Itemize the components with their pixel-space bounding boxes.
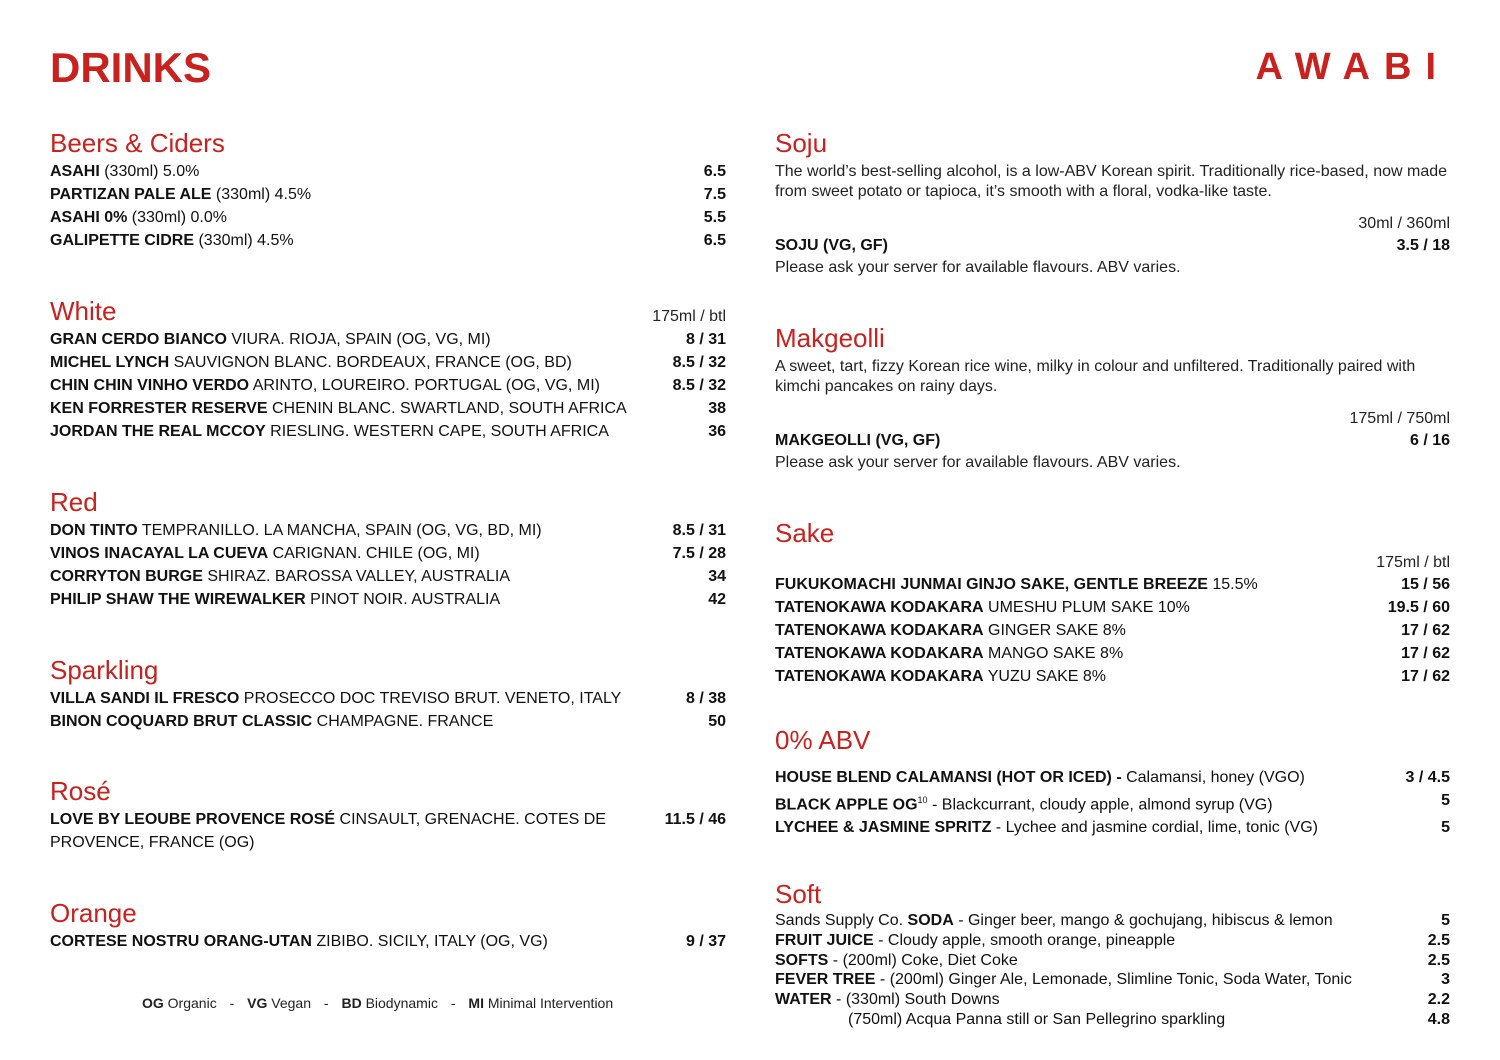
item-price: 6.5 bbox=[703, 232, 726, 249]
item-name: VILLA SANDI IL FRESCO bbox=[50, 690, 240, 707]
section-zero-abv bbox=[775, 723, 1450, 839]
item-name: MICHEL LYNCH bbox=[50, 354, 170, 371]
item-name: GALIPETTE CIDRE bbox=[50, 232, 195, 249]
menu-item bbox=[775, 766, 1450, 789]
item-price: 5 bbox=[1441, 912, 1450, 929]
menu-item bbox=[775, 951, 1450, 971]
legend-og: OG bbox=[142, 995, 164, 1011]
menu-item bbox=[775, 619, 1450, 642]
item-price: 50 bbox=[708, 713, 726, 730]
item-description: PINOT NOIR. AUSTRALIA bbox=[305, 591, 501, 608]
item-price: 38 bbox=[708, 400, 726, 417]
section-rose bbox=[50, 774, 726, 854]
menu-item bbox=[775, 970, 1450, 990]
item-description: CHENIN BLANC. SWARTLAND, SOUTH AFRICA bbox=[267, 400, 627, 417]
item-name: PARTIZAN PALE ALE bbox=[50, 186, 212, 203]
item-description: (750ml) Acqua Panna still or San Pellegrino sparkling bbox=[848, 1010, 1226, 1028]
item-price: 11.5 / 46 bbox=[664, 811, 726, 828]
item-description: - (200ml) Ginger Ale, Lemonade, Slimline Tonic, Soda Water, Tonic bbox=[875, 971, 1352, 989]
menu-item bbox=[50, 542, 726, 565]
section-red bbox=[50, 485, 726, 611]
item-description: - Ginger beer, mango & gochujang, hibiscus & lemon bbox=[953, 912, 1333, 929]
item-description: GINGER SAKE 8% bbox=[983, 622, 1126, 639]
item-name: CHIN CHIN VINHO VERDO bbox=[50, 377, 250, 394]
section-title: 0% ABV bbox=[775, 725, 871, 755]
item-description: ZIBIBO. SICILY, ITALY (OG, VG) bbox=[311, 933, 548, 950]
legend-mi: MI bbox=[468, 995, 484, 1011]
item-name: SODA bbox=[907, 912, 954, 929]
section-soju bbox=[775, 126, 1450, 279]
item-name: SOJU (VG, GF) bbox=[775, 237, 888, 254]
item-price: 17 / 62 bbox=[1401, 645, 1450, 662]
menu-item bbox=[50, 687, 726, 710]
section-sake bbox=[775, 516, 1450, 688]
item-price: 8.5 / 32 bbox=[672, 354, 726, 371]
item-name: PHILIP SHAW THE WIREWALKER bbox=[50, 591, 306, 608]
item-name: TATENOKAWA KODAKARA bbox=[775, 645, 984, 662]
item-name: BLACK APPLE OG bbox=[775, 796, 918, 814]
item-price: 8.5 / 32 bbox=[672, 377, 726, 394]
menu-item bbox=[50, 420, 726, 443]
section-title: Rosé bbox=[50, 776, 111, 806]
section-title: Soju bbox=[775, 128, 828, 158]
item-description: (330ml) 4.5% bbox=[211, 186, 312, 203]
item-price: 3 / 4.5 bbox=[1405, 769, 1450, 786]
item-description: - Lychee and jasmine cordial, lime, tonic (VG) bbox=[991, 819, 1318, 837]
section-title: Sake bbox=[775, 518, 835, 548]
menu-item bbox=[775, 234, 1450, 257]
item-price: 7.5 / 28 bbox=[672, 545, 726, 562]
item-description: CARIGNAN. CHILE (OG, MI) bbox=[268, 545, 480, 562]
item-description: (330ml) 0.0% bbox=[127, 209, 227, 226]
item-price: 6 / 16 bbox=[1409, 432, 1450, 449]
serving-size: 175ml / btl bbox=[652, 308, 726, 325]
item-description: (330ml) 5.0% bbox=[99, 163, 200, 180]
menu-item bbox=[50, 351, 726, 374]
item-brand: Sands Supply Co. bbox=[775, 912, 908, 929]
item-price: 2.5 bbox=[1427, 931, 1450, 949]
item-description: PROSECCO DOC TREVISO BRUT. VENETO, ITALY bbox=[239, 690, 622, 707]
item-price: 17 / 62 bbox=[1401, 668, 1450, 685]
item-name: TATENOKAWA KODAKARA bbox=[775, 599, 984, 616]
item-name: JORDAN THE REAL MCCOY bbox=[50, 423, 266, 440]
menu-item bbox=[50, 565, 726, 588]
item-description: YUZU SAKE 8% bbox=[983, 668, 1106, 685]
menu-item bbox=[50, 160, 726, 183]
item-description: SHIRAZ. BAROSSA VALLEY, AUSTRALIA bbox=[202, 568, 510, 585]
item-name: ASAHI 0% bbox=[50, 209, 128, 226]
item-description: ARINTO, LOUREIRO. PORTUGAL (OG, VG, MI) bbox=[249, 377, 600, 394]
section-note: Please ask your server for available flavours. ABV varies. bbox=[775, 259, 1181, 276]
item-price: 19.5 / 60 bbox=[1387, 599, 1450, 616]
item-price: 15 / 56 bbox=[1401, 576, 1450, 593]
menu-item bbox=[50, 374, 726, 397]
menu-item bbox=[50, 183, 726, 206]
item-name: GRAN CERDO BIANCO bbox=[50, 331, 227, 348]
item-name: BINON COQUARD BRUT CLASSIC bbox=[50, 713, 313, 730]
legend-bd: BD bbox=[341, 995, 362, 1011]
serving-size: 175ml / btl bbox=[1376, 554, 1450, 571]
menu-item bbox=[50, 588, 726, 611]
item-description: - Cloudy apple, smooth orange, pineapple bbox=[873, 931, 1176, 949]
legend: OG Organic - VG Vegan - BD Biodynamic - MI Minimal Intervention bbox=[142, 995, 614, 1011]
section-beers-ciders bbox=[50, 126, 726, 252]
section-soft bbox=[775, 877, 1450, 1030]
section-sparkling bbox=[50, 653, 726, 733]
item-name: CORRYTON BURGE bbox=[50, 568, 203, 585]
section-title: Beers & Ciders bbox=[50, 128, 225, 158]
item-name: LYCHEE & JASMINE SPRITZ bbox=[775, 819, 992, 837]
section-title: White bbox=[50, 296, 117, 326]
page-title: DRINKS bbox=[50, 44, 212, 91]
item-price: 3.5 / 18 bbox=[1396, 237, 1450, 254]
item-superscript: 10 bbox=[917, 795, 928, 805]
menu-item bbox=[775, 429, 1450, 452]
item-price: 2.5 bbox=[1427, 951, 1450, 969]
menu-item bbox=[50, 397, 726, 420]
item-price: 8 / 31 bbox=[685, 331, 726, 348]
item-description: CHAMPAGNE. FRANCE bbox=[312, 713, 494, 730]
menu-item bbox=[775, 573, 1450, 596]
item-name: LOVE BY LEOUBE PROVENCE ROSÉ bbox=[50, 811, 336, 828]
menu-item bbox=[775, 642, 1450, 665]
item-description: TEMPRANILLO. LA MANCHA, SPAIN (OG, VG, BD, MI) bbox=[137, 522, 542, 539]
item-name: WATER bbox=[775, 991, 832, 1009]
item-name: ASAHI bbox=[50, 163, 100, 180]
item-description: MANGO SAKE 8% bbox=[983, 645, 1124, 662]
item-price: 2.2 bbox=[1427, 991, 1450, 1009]
item-price: 5 bbox=[1441, 819, 1450, 837]
item-description: (330ml) 4.5% bbox=[194, 232, 294, 249]
item-name: KEN FORRESTER RESERVE bbox=[50, 400, 268, 417]
item-name: HOUSE BLEND CALAMANSI (HOT OR ICED) - bbox=[775, 769, 1122, 786]
item-price: 3 bbox=[1441, 971, 1450, 989]
item-name: VINOS INACAYAL LA CUEVA bbox=[50, 545, 269, 562]
section-title: Orange bbox=[50, 898, 137, 928]
menu-item bbox=[775, 1010, 1450, 1030]
menu-item bbox=[50, 328, 726, 351]
item-description: 15.5% bbox=[1207, 576, 1258, 593]
item-price: 5 bbox=[1441, 792, 1450, 809]
serving-size: 175ml / 750ml bbox=[1349, 410, 1450, 427]
item-name: TATENOKAWA KODAKARA bbox=[775, 668, 984, 685]
item-description: SAUVIGNON BLANC. BORDEAUX, FRANCE (OG, BD) bbox=[169, 354, 572, 371]
item-description: - (200ml) Coke, Diet Coke bbox=[828, 951, 1018, 969]
menu-item bbox=[50, 930, 726, 953]
item-description: - (330ml) South Downs bbox=[831, 991, 1000, 1009]
item-price: 8.5 / 31 bbox=[672, 522, 726, 539]
brand-logo: AWABI bbox=[1255, 46, 1450, 88]
section-title: Red bbox=[50, 487, 98, 517]
item-description: UMESHU PLUM SAKE 10% bbox=[983, 599, 1190, 616]
legend-vg: VG bbox=[247, 995, 268, 1011]
section-title: Soft bbox=[775, 879, 822, 909]
menu-item bbox=[50, 519, 726, 542]
item-price: 42 bbox=[708, 591, 726, 608]
section-title: Sparkling bbox=[50, 655, 159, 685]
section-note: Please ask your server for available flavours. ABV varies. bbox=[775, 454, 1181, 471]
section-description: The world’s best-selling alcohol, is a low-ABV Korean spirit. Traditionally rice-based, now made from sweet potato or tapioca, it’s smooth with a floral, vodka-like taste. bbox=[775, 163, 1448, 200]
item-name: SOFTS bbox=[775, 951, 829, 969]
section-orange bbox=[50, 896, 726, 953]
menu-item bbox=[775, 990, 1450, 1010]
section-description: A sweet, tart, fizzy Korean rice wine, milky in colour and unfiltered. Traditionally paired with kimchi pancakes on rainy days. bbox=[775, 358, 1416, 395]
item-price: 34 bbox=[708, 568, 726, 585]
item-description: Calamansi, honey (VGO) bbox=[1121, 769, 1305, 786]
item-description: - Blackcurrant, cloudy apple, almond syrup (VG) bbox=[927, 796, 1273, 814]
menu-item bbox=[775, 789, 1450, 816]
item-name: FEVER TREE bbox=[775, 971, 876, 989]
menu-item bbox=[50, 808, 726, 854]
item-name: DON TINTO bbox=[50, 522, 138, 539]
item-name: CORTESE NOSTRU ORANG-UTAN bbox=[50, 933, 312, 950]
serving-size: 30ml / 360ml bbox=[1358, 215, 1450, 232]
menu-item bbox=[50, 229, 726, 252]
menu-item bbox=[775, 596, 1450, 619]
menu-item bbox=[775, 931, 1450, 951]
item-price: 8 / 38 bbox=[685, 690, 726, 707]
item-name: TATENOKAWA KODAKARA bbox=[775, 622, 984, 639]
item-price: 5.5 bbox=[703, 209, 726, 226]
item-price: 4.8 bbox=[1427, 1010, 1450, 1028]
item-name: MAKGEOLLI (VG, GF) bbox=[775, 432, 941, 449]
menu-item bbox=[50, 206, 726, 229]
item-price: 17 / 62 bbox=[1401, 622, 1450, 639]
section-makgeolli bbox=[775, 321, 1450, 474]
menu-item bbox=[775, 816, 1450, 839]
menu-item bbox=[50, 710, 726, 733]
item-description: CINSAULT, GRENACHE. COTES DE PROVENCE, FRANCE (OG) bbox=[50, 811, 606, 851]
section-title: Makgeolli bbox=[775, 323, 885, 353]
section-white bbox=[50, 294, 726, 443]
item-description: RIESLING. WESTERN CAPE, SOUTH AFRICA bbox=[265, 423, 609, 440]
item-price: 9 / 37 bbox=[685, 933, 726, 950]
item-description: VIURA. RIOJA, SPAIN (OG, VG, MI) bbox=[226, 331, 491, 348]
menu-item bbox=[775, 665, 1450, 688]
item-price: 36 bbox=[708, 423, 726, 440]
item-price: 7.5 bbox=[703, 186, 726, 203]
item-name: FUKUKOMACHI JUNMAI GINJO SAKE, GENTLE BREEZE bbox=[775, 576, 1208, 593]
item-price: 6.5 bbox=[703, 163, 726, 180]
menu-item bbox=[775, 911, 1450, 931]
item-name: FRUIT JUICE bbox=[775, 931, 874, 949]
